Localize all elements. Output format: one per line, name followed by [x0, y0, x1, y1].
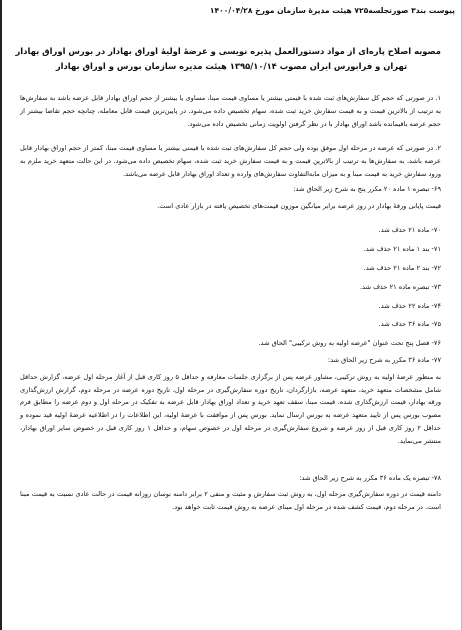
document-title	[15, 44, 441, 74]
page-header: پیوست بند۳ صورتجلسه۷۲۵ هیئت مدیرهٔ سازمان مورخ ۱۴۰۰/۰۴/۲۸	[209, 6, 455, 15]
item-69-heading: ۶۹- تبصره ۱ ماده ۲۰ مکرر پنج به شرح زیر الحاق شد:	[293, 184, 441, 193]
deletion-item: ۷۰- ماده ۲۱ حذف شد.	[378, 226, 441, 235]
item-77-heading: ۷۷- ماده ۳۶ مکرر به شرح زیر الحاق شد:	[327, 355, 441, 364]
deletion-item: ۷۲- بند ۲ ماده ۲۱ حذف شد.	[363, 263, 441, 272]
item-69-text: قیمت پایانی ورقهٔ بهادار در روز عرضه برابر میانگین موزون قیمت‌های تخصیص یافته در بازار عادی است.	[157, 201, 441, 210]
item-77-text: به منظور عرضهٔ اولیه به روش ترکیبی، مشاور عرضه پس از برگزاری جلسات معارفه و حداقل ۵ روز کاری قبل از آغاز مرحله اول عرضه، گزارش حداقل شامل مشخصات متعهد خرید، متعهد عرضه، بازارگردان، تاریخ دوره سفارش‌گیری در مرحله اول، تاریخ دوره عرضه در مرحله دوم، گزارش ارزش‌گذاری ورقه بهادار، قیمت ارزش‌گذاری شده، قیمت مبنا، سقف تعهد خرید و تعداد اوراق بهادار قابل عرضه به تفکیک در مرحله اول و دوم عرضه را مطابق فرم مصوب بورس پس از تایید متعهد عرضه به بورس ارسال نماید. بورس پس از موافقت با عرضهٔ اولیه، این اطلاعات را در اطلاعیه عرضهٔ اولیه قید نموده و حداقل ۲ روز کاری قبل از روز عرضه و شروع سفارش‌گیری در مرحله اول در خصوص سهام، و حداقل ۱ روز کاری قبل در خصوص سایر اوراق بهادار، منتشر می‌نماید.	[20, 372, 441, 445]
item-78-text: دامنه قیمت در دوره سفارش‌گیری مرحله اول، به روش ثبت سفارش و مثبت و منفی ۲ برابر دامنه نوسان روزانه قیمت در حالت عادی نسبت به قیمت مبنا است. در مرحله دوم، قیمت کشف شده در مرحله اول مبنای عرضه به روش قیمت ثابت خواهد بود.	[20, 490, 441, 512]
deletion-item: ۷۵- ماده ۳۶ حذف شد.	[378, 320, 441, 329]
item-76: ۷۶- فصل پنج تحت عنوان "عرضه اولیه به روش ترکیبی" الحاق شد.	[258, 339, 441, 348]
paragraph-1: ۱. در صورتی که حجم کل سفارش‌های ثبت شده با قیمتی بیشتر یا مساوی قیمت مبنا، مساوی یا بیشتر از حجم اوراق بهادار قابل عرضه باشد به سفارش‌ها به ترتیب از بالاترین قیمت و به قیمت سفارش خرید ثبت شده، سهام تخصیص داده می‌شود. در پایین‌ترین قیمت قابل معامله، چنانچه حجم تقاضا بیشتر از حجم عرضه باقیمانده باشد اوراق بهادار با در نظر گرفتن اولویت زمانی تخصیص داده می‌شود.	[20, 94, 441, 128]
title-line-2: تهران و فرابورس ایران مصوب ۱۳۹۵/۱۰/۱۴ هیئت مدیره سازمان بورس و اوراق بهادار	[55, 61, 408, 71]
document-body	[20, 92, 441, 516]
item-78-heading: ۷۸- تبصره یک ماده ۳۶ مکرر به شرح زیر الحاق شد:	[299, 473, 441, 482]
title-line-1: مصوبه اصلاح پاره‌ای از مواد دستورالعمل پذیره نویسی و عرضهٔ اولیهٔ اوراق بهادار در بورس اوراق بهادار	[15, 46, 441, 56]
deletion-item: ۷۳- تبصره ماده ۲۱ حذف شد.	[359, 282, 441, 291]
deletion-item: ۷۱- بند ۱ ماده ۲۱ حذف شد.	[363, 245, 441, 254]
paragraph-2: ۲. در صورتی که عرضه در مرحله اول موفق بوده ولی حجم کل سفارش‌های ثبت شده با قیمتی بیشتر یا مساوی قیمت مبنا، کمتر از حجم اوراق بهادار قابل عرضه باشد، به سفارش‌ها به ترتیب از بالاترین قیمت و به قیمت سفارش خرید ثبت شده، سهام تخصیص داده می‌شود. در این حالت متعهد خرید ملزم به ورود سفارش خرید به قیمت مبنا و به میزان مابه‌التفاوت سفارش‌های وارده و تعداد اوراق بهادار قابل عرضه می‌باشد.	[20, 144, 441, 178]
deletion-item: ۷۴- ماده ۲۲ حذف شد.	[378, 301, 441, 310]
